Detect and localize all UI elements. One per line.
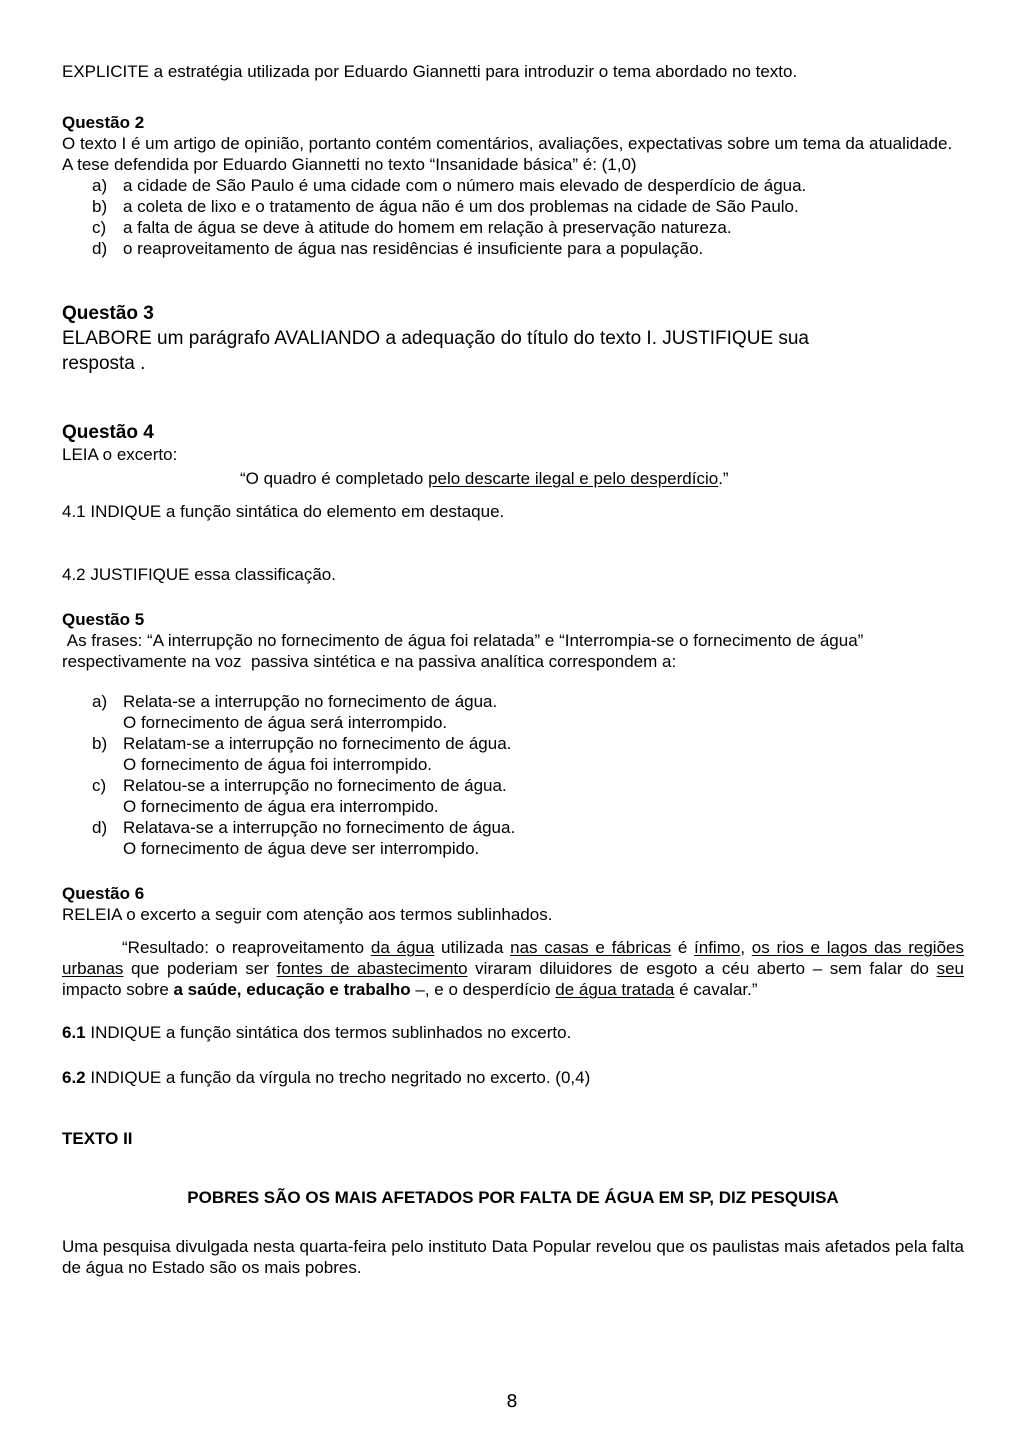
- excerpt-underlined: nas casas e fábricas: [510, 938, 672, 957]
- option-b: [62, 733, 964, 775]
- question-2: [62, 112, 964, 259]
- option-text: a coleta de lixo e o tratamento de água não é um dos problemas na cidade de São Paulo.: [123, 197, 799, 216]
- question-3: [62, 301, 964, 376]
- option-d: [62, 817, 964, 859]
- option-text: o reaproveitamento de água nas residências é insuficiente para a população.: [123, 239, 704, 258]
- option-label: a): [92, 692, 108, 711]
- excerpt-underlined: de água tratada: [555, 980, 675, 999]
- excerpt-underlined: fontes de abastecimento: [276, 959, 468, 978]
- question-3-text: ELABORE um parágrafo AVALIANDO a adequação do título do texto I. JUSTIFIQUE sua resposta .: [62, 328, 810, 374]
- option-c: [62, 217, 964, 238]
- question-4-quote: [62, 468, 964, 489]
- option-a: [62, 691, 964, 733]
- question-4: [62, 422, 964, 585]
- excerpt-underlined: seu: [936, 959, 964, 978]
- option-line-2: O fornecimento de água deve ser interrompido.: [123, 839, 480, 858]
- excerpt-underlined: os rios e lagos das regiões urbanas: [62, 938, 964, 978]
- excerpt-text: –, e o desperdício: [410, 980, 556, 999]
- item-number: 6.2: [62, 1068, 86, 1087]
- question-2-text: O texto I é um artigo de opinião, portanto contém comentários, avaliações, expectativas sobre um tema da atualidade. A tese defendida por Eduardo Giannetti no texto “Insanidade básica” é: (1,0): [62, 134, 953, 174]
- option-text: a falta de água se deve à atitude do homem em relação à preservação natureza.: [123, 218, 732, 237]
- excerpt-bold: a saúde, educação e trabalho: [173, 980, 411, 999]
- option-a: [62, 175, 964, 196]
- option-label: b): [92, 734, 108, 753]
- excerpt-underlined: ínfimo: [694, 938, 741, 957]
- document-page: [62, 61, 964, 1278]
- texto-2-body: Uma pesquisa divulgada nesta quarta-feira pelo instituto Data Popular revelou que os paulistas mais afetados pela falta de água no Estado são os mais pobres.: [62, 1237, 964, 1277]
- texto-2: [62, 1128, 964, 1278]
- question-5-options: [62, 691, 964, 859]
- option-line-1: Relata-se a interrupção no fornecimento de água.: [123, 692, 498, 711]
- excerpt-text: ,: [740, 938, 752, 957]
- question-6-title: Questão 6: [62, 884, 145, 903]
- question-3-title: Questão 3: [62, 303, 154, 324]
- option-line-1: Relatava-se a interrupção no fornecimento de água.: [123, 818, 516, 837]
- excerpt-text: “Resultado: o reaproveitamento: [122, 938, 371, 957]
- excerpt-text: utilizada: [434, 938, 511, 957]
- question-6-item-2: [62, 1067, 964, 1088]
- quote-text: .”: [718, 469, 729, 488]
- option-line-2: O fornecimento de água foi interrompido.: [123, 755, 433, 774]
- option-c: [62, 775, 964, 817]
- question-6: [62, 883, 964, 1088]
- excerpt-text: é cavalar.”: [674, 980, 758, 999]
- option-line-1: Relatam-se a interrupção no fornecimento de água.: [123, 734, 512, 753]
- question-4-title: Questão 4: [62, 422, 154, 443]
- intro-instruction: EXPLICITE a estratégia utilizada por Eduardo Giannetti para introduzir o tema abordado no texto.: [62, 62, 798, 81]
- option-b: [62, 196, 964, 217]
- item-number: 6.1: [62, 1023, 86, 1042]
- option-d: [62, 238, 964, 259]
- option-text: a cidade de São Paulo é uma cidade com o número mais elevado de desperdício de água.: [123, 176, 807, 195]
- excerpt-text: viraram diluidores de esgoto a céu aberto – sem falar do: [467, 959, 937, 978]
- option-label: b): [92, 197, 108, 216]
- texto-2-headline: POBRES SÃO OS MAIS AFETADOS POR FALTA DE ÁGUA EM SP, DIZ PESQUISA: [187, 1188, 839, 1207]
- quote-underlined: pelo descarte ilegal e pelo desperdício: [428, 469, 719, 488]
- option-label: d): [92, 239, 108, 258]
- option-line-2: O fornecimento de água era interrompido.: [123, 797, 439, 816]
- excerpt-text: é: [671, 938, 695, 957]
- question-6-intro: RELEIA o excerto a seguir com atenção aos termos sublinhados.: [62, 905, 553, 924]
- quote-text: “O quadro é completado: [240, 469, 429, 488]
- option-label: d): [92, 818, 108, 837]
- question-5: [62, 609, 964, 859]
- option-line-2: O fornecimento de água será interrompido.: [123, 713, 448, 732]
- question-2-options: [62, 175, 964, 259]
- texto-2-label: TEXTO II: [62, 1129, 133, 1148]
- question-6-item-1: [62, 1022, 964, 1043]
- excerpt-text: que poderiam ser: [123, 959, 277, 978]
- item-text: INDIQUE a função sintática dos termos sublinhados no excerto.: [85, 1023, 572, 1042]
- option-label: c): [92, 218, 107, 237]
- option-line-1: Relatou-se a interrupção no fornecimento de água.: [123, 776, 507, 795]
- question-4-item-1: 4.1 INDIQUE a função sintática do elemento em destaque.: [62, 502, 505, 521]
- question-2-title: Questão 2: [62, 113, 145, 132]
- question-5-text: As frases: “A interrupção no fornecimento de água foi relatada” e “Interrompia-se o fornecimento de água” respectivamente na voz passiva sintética e na passiva analítica correspondem a:: [62, 631, 869, 671]
- item-text: INDIQUE a função da vírgula no trecho negritado no excerto. (0,4): [85, 1068, 591, 1087]
- question-4-intro: LEIA o excerto:: [62, 445, 178, 464]
- page-number: 8: [506, 1391, 518, 1412]
- question-4-item-2: 4.2 JUSTIFIQUE essa classificação.: [62, 565, 336, 584]
- option-label: a): [92, 176, 108, 195]
- question-6-excerpt: [62, 937, 964, 1000]
- excerpt-text: impacto sobre: [62, 980, 174, 999]
- option-label: c): [92, 776, 107, 795]
- question-5-title: Questão 5: [62, 610, 145, 629]
- excerpt-underlined: da água: [370, 938, 435, 957]
